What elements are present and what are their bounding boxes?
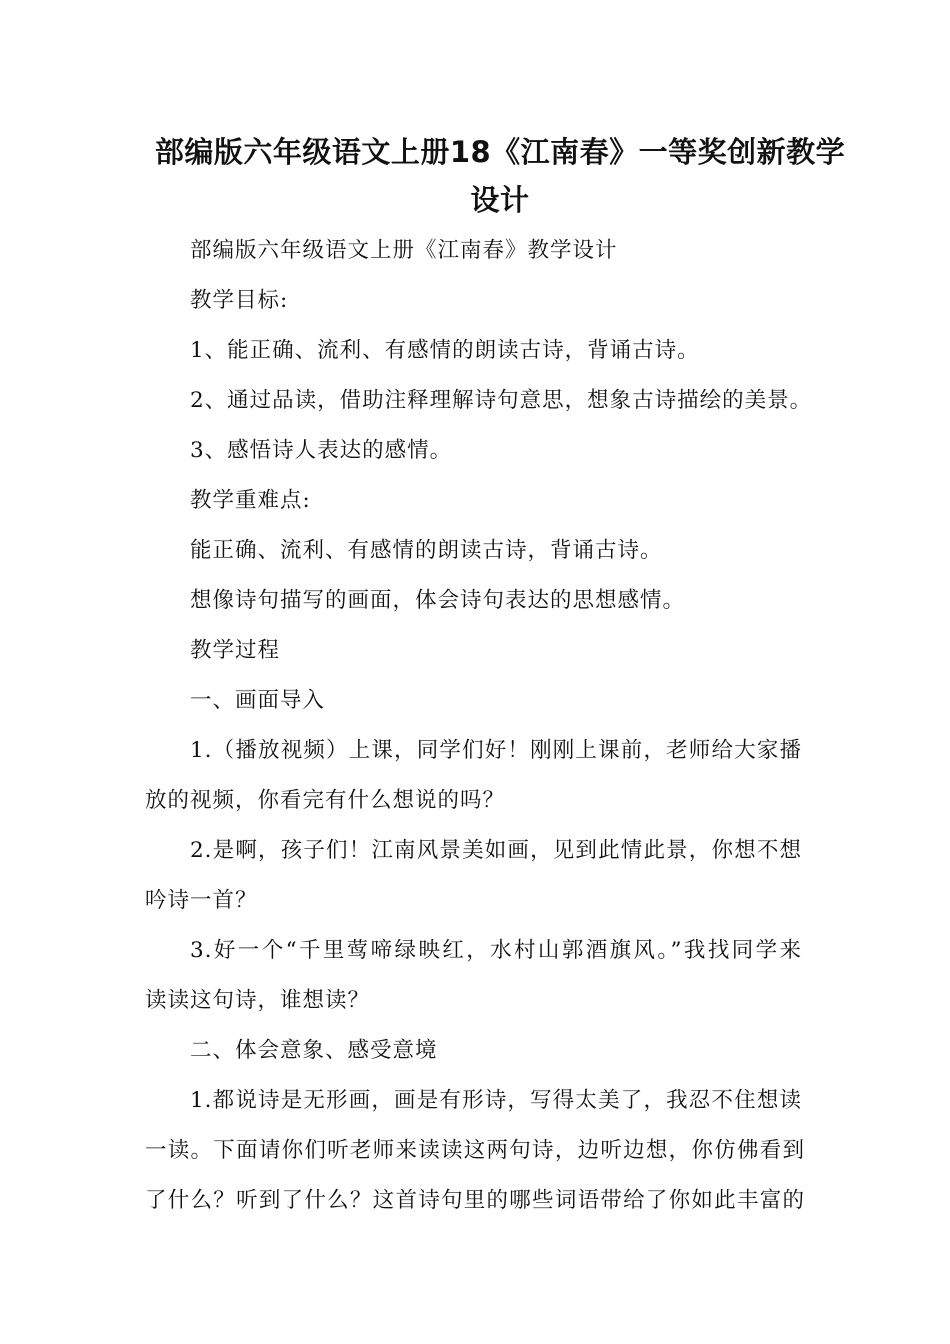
key-point-item: 能正确、流利、有感情的朗读古诗，背诵古诗。 xyxy=(190,538,663,563)
paragraph-line: 吟诗一首？ xyxy=(145,888,258,913)
process-heading: 教学过程 xyxy=(190,638,281,663)
paragraph-line: 读读这句诗，谁想读？ xyxy=(145,988,371,1013)
paragraph-line: 了什么？听到了什么？这首诗句里的哪些词语带给了你如此丰富的 xyxy=(145,1188,805,1213)
objectives-heading: 教学目标: xyxy=(190,288,289,313)
paragraph-line: 2.是啊，孩子们！江南风景美如画，见到此情此景，你想不想 xyxy=(190,838,802,863)
paragraph-line: 1.都说诗是无形画，画是有形诗，写得太美了，我忍不住想读 xyxy=(190,1088,802,1113)
paragraph-line: 3.好一个“千里莺啼绿映红，水村山郭酒旗风。”我找同学来 xyxy=(190,938,802,963)
objective-item: 3、感悟诗人表达的感情。 xyxy=(190,438,453,463)
section-heading: 二、体会意象、感受意境 xyxy=(190,1038,438,1063)
objective-item: 1、能正确、流利、有感情的朗读古诗，背诵古诗。 xyxy=(190,338,700,363)
objective-item: 2、通过品读，借助注释理解诗句意思，想象古诗描绘的美景。 xyxy=(190,388,813,413)
document-subtitle: 部编版六年级语文上册《江南春》教学设计 xyxy=(190,238,618,263)
document-title-line-2: 设计 xyxy=(470,183,530,217)
paragraph-line: 放的视频，你看完有什么想说的吗？ xyxy=(145,788,506,813)
paragraph-line: 一读。下面请你们听老师来读读这两句诗，边听边想，你仿佛看到 xyxy=(145,1138,805,1163)
section-heading: 一、画面导入 xyxy=(190,688,326,713)
key-points-heading: 教学重难点: xyxy=(190,488,311,513)
paragraph-line: 1.（播放视频）上课，同学们好！刚刚上课前，老师给大家播 xyxy=(190,738,802,763)
document-title-line-1: 部编版六年级语文上册18《江南春》一等奖创新教学 xyxy=(154,135,846,169)
key-point-item: 想像诗句描写的画面，体会诗句表达的思想感情。 xyxy=(190,588,686,613)
